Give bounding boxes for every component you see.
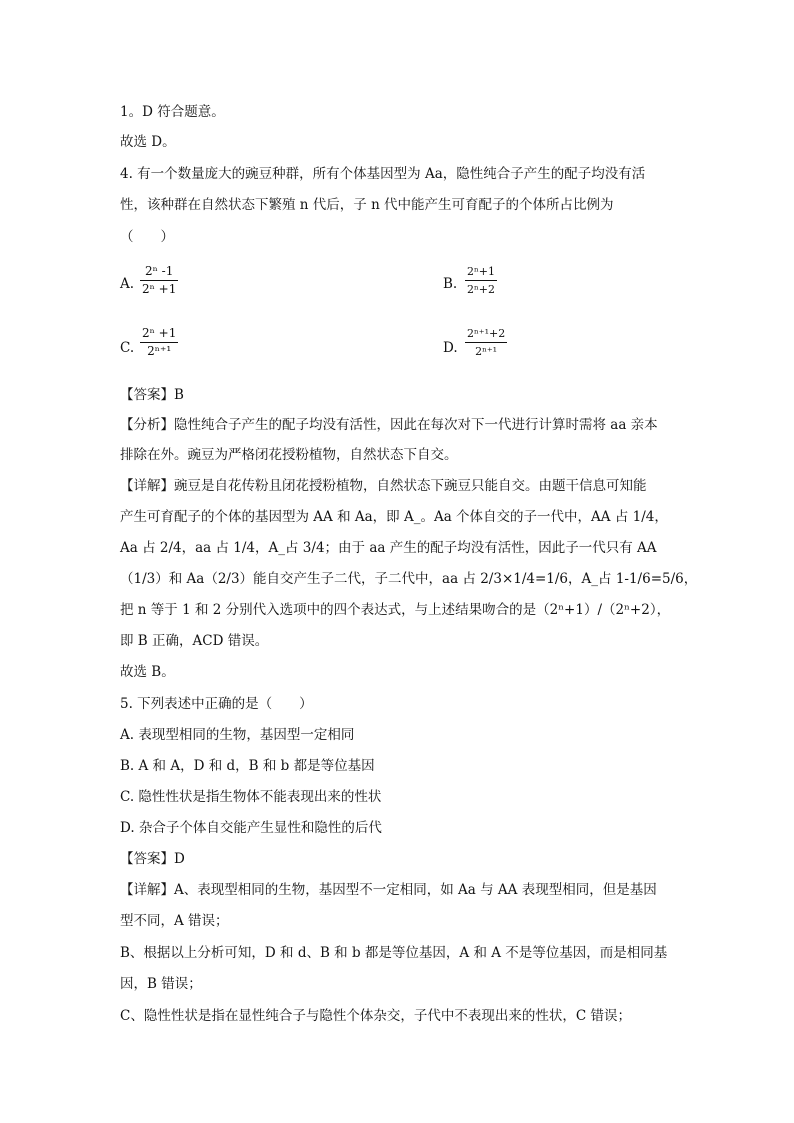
fraction-bar (140, 342, 178, 343)
option-a-label: A. (120, 276, 135, 292)
answer-line: 【答案】B (120, 387, 184, 403)
question-4-line: 性，该种群在自然状态下繁殖 n 代后，子 n 代中能产生可育配子的个体所占比例为 (120, 197, 614, 213)
option-d-numerator: 2ⁿ⁺¹+2 (467, 327, 506, 340)
detail-line: 把 n 等于 1 和 2 分别代入选项中的四个表达式，与上述结果吻合的是（2ⁿ+1）/（2ⁿ+2）， (120, 602, 671, 618)
option-d-denominator: 2ⁿ⁺¹ (475, 345, 498, 358)
text-line: 故选 D。 (120, 134, 176, 150)
analysis-line: 排除在外。豌豆为严格闭花授粉植物，自然状态下自交。 (120, 447, 458, 463)
option-d-fraction (465, 326, 507, 359)
option-d-label: D. (443, 340, 458, 356)
question-4-blank: （ ） (120, 229, 174, 245)
text-line: 1。D 符合题意。 (120, 104, 225, 120)
fraction-bar (140, 280, 178, 281)
detail-line: 型不同，A 错误； (120, 913, 229, 929)
option-a-numerator: 2ⁿ -1 (145, 264, 174, 278)
fraction-bar (465, 280, 497, 281)
option-b-denominator: 2ⁿ+2 (467, 283, 495, 296)
option-a-denominator: 2ⁿ +1 (142, 282, 177, 296)
analysis-line: 【分析】隐性纯合子产生的配子均没有活性，因此在每次对下一代进行计算时需将 aa 亲本 (120, 417, 658, 433)
option-c-numerator: 2ⁿ +1 (142, 326, 177, 340)
detail-line: 【详解】A、表现型相同的生物，基因型不一定相同，如 Aa 与 AA 表现型相同，但是基因 (120, 882, 657, 898)
option-b-label: B. (443, 276, 458, 292)
detail-line: 即 B 正确，ACD 错误。 (120, 633, 269, 649)
option-d-text: D. 杂合子个体自交能产生显性和隐性的后代 (120, 820, 382, 836)
detail-line: （1/3）和 Aa（2/3）能自交产生子二代，子二代中，aa 占 2/3×1/4=1/6，A_占 1-1/6=5/6， (120, 571, 698, 587)
fraction-bar (465, 342, 507, 343)
detail-line: 【详解】豌豆是自花传粉且闭花授粉植物，自然状态下豌豆只能自交。由题干信息可知能 (120, 478, 647, 494)
question-5-line: 5. 下列表述中正确的是（ ） (120, 696, 313, 712)
detail-line: C、隐性性状是指在显性纯合子与隐性个体杂交，子代中不表现出来的性状，C 错误； (120, 1008, 631, 1024)
select-line: 故选 B。 (120, 664, 175, 680)
option-b-numerator: 2ⁿ+1 (467, 265, 495, 278)
detail-line: Aa 占 2/4，aa 占 1/4，A_占 3/4；由于 aa 产生的配子均没有活性，因此子一代只有 AA (120, 540, 657, 556)
option-b-text: B. A 和 A，D 和 d，B 和 b 都是等位基因 (120, 758, 375, 774)
detail-line: 产生可育配子的个体的基因型为 AA 和 Aa，即 A_。Aa 个体自交的子一代中，AA 占 1/4， (120, 509, 668, 525)
option-c-label: C. (120, 340, 135, 356)
option-a-fraction (140, 264, 178, 297)
option-a-text: A. 表现型相同的生物，基因型一定相同 (120, 727, 355, 743)
detail-line: 因，B 错误； (120, 976, 202, 992)
option-c-denominator: 2ⁿ⁺¹ (147, 344, 172, 358)
question-4-line: 4. 有一个数量庞大的豌豆种群，所有个体基因型为 Aa，隐性纯合子产生的配子均没有活 (120, 166, 646, 182)
option-c-text: C. 隐性性状是指生物体不能表现出来的性状 (120, 789, 382, 805)
answer-line: 【答案】D (120, 851, 185, 867)
option-c-fraction (140, 326, 178, 359)
option-b-fraction (465, 264, 497, 297)
detail-line: B、根据以上分析可知，D 和 d、B 和 b 都是等位基因，A 和 A 不是等位基因，而是相同基 (120, 945, 668, 961)
